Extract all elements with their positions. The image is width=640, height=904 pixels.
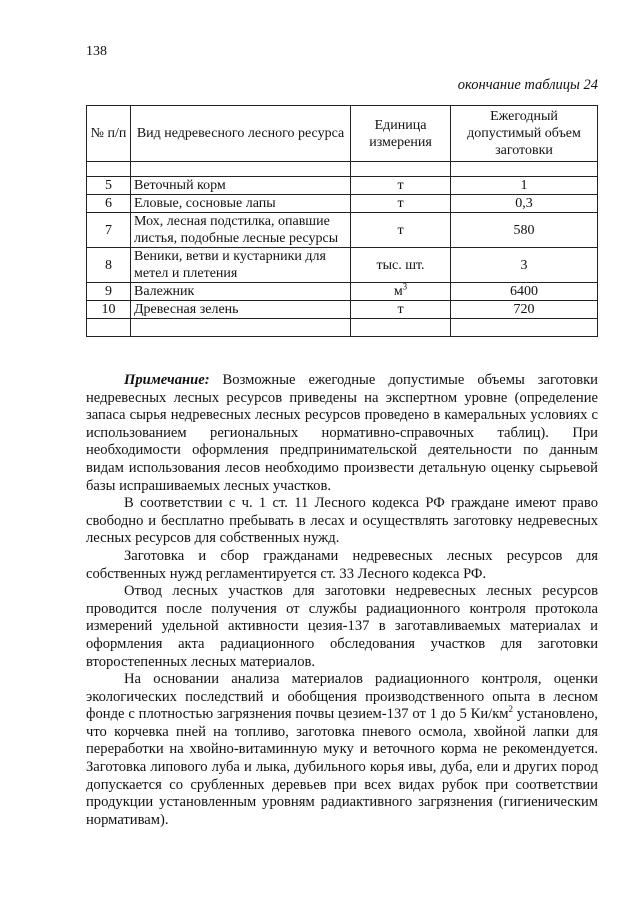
table-caption: окончание таблицы 24 xyxy=(457,77,598,93)
paragraph-4 xyxy=(86,671,598,829)
cell-unit: т xyxy=(351,195,451,213)
paragraph-4-text-start: На основании анализа материалов радиационного контроля, оценки экологических последствий и обобщения производственного опыта в лесном фонде с плотностью загрязнения почвы цезием-137 от 1 до 5 Ки/км xyxy=(86,671,598,723)
paragraph-4-superscript: 2 xyxy=(508,704,514,715)
cell-value: 3 xyxy=(451,248,598,283)
header-num: № п/п xyxy=(87,106,131,162)
cell-value: 720 xyxy=(451,301,598,319)
table-header-row xyxy=(87,106,598,162)
paragraph-3: Отвод лесных участков для заготовки недревесных лесных ресурсов проводится после получения от службы радиационного контроля протокола измерений удельной активности цезия-137 в заготавливаемых материалах и оформления акта радиационного обследования участков для заготовки второстепенных лесных материалов. xyxy=(86,583,598,670)
cell-name: Древесная зелень xyxy=(131,301,351,319)
cell-value: 0,3 xyxy=(451,195,598,213)
table-row xyxy=(87,213,598,248)
table-empty-row xyxy=(87,319,598,337)
cell-name: Валежник xyxy=(131,283,351,301)
cell-num: 8 xyxy=(87,248,131,283)
cell-value: 1 xyxy=(451,177,598,195)
table-row xyxy=(87,248,598,283)
cell-unit xyxy=(351,283,451,301)
cell-value: 6400 xyxy=(451,283,598,301)
paragraph-2: Заготовка и сбор гражданами недревесных лесных ресурсов для собственных нужд регламентируется ст. 33 Лесного кодекса РФ. xyxy=(86,547,598,582)
header-name: Вид недревесного лесного ресурса xyxy=(131,106,351,162)
paragraph-1: В соответствии с ч. 1 ст. 11 Лесного кодекса РФ граждане имеют право свободно и бесплатно пребывать в лесах и осуществлять заготовку недревесных лесных ресурсов для собственных нужд. xyxy=(86,495,598,547)
paragraph-4-text-end: установлено, что корчевка пней на топливо, заготовка пневого осмола, хвойной лапки для переработки на хвойно-витаминную муку и веточного корма не рекомендуется. Заготовка липового луба и лыка, дубильного корья ивы, дуба, ели и других пород допускается со срубленных деревьев при всех видах рубок при соответствии продукции установленным уровням радиактивного загрязнения (гигиеническим нормативам). xyxy=(86,706,598,828)
note-paragraph xyxy=(86,372,598,495)
cell-name: Веники, ветви и кустарники для метел и плетения xyxy=(131,248,351,283)
cell-name: Еловые, сосновые лапы xyxy=(131,195,351,213)
cell-name: Мох, лесная подстилка, опавшие листья, подобные лесные ресурсы xyxy=(131,213,351,248)
page-number: 138 xyxy=(86,44,107,59)
table-row xyxy=(87,195,598,213)
cell-unit-superscript: 3 xyxy=(402,281,408,292)
cell-num: 10 xyxy=(87,301,131,319)
cell-num: 7 xyxy=(87,213,131,248)
cell-unit-text: м xyxy=(393,284,403,299)
note-label: Примечание: xyxy=(124,372,210,388)
resource-table xyxy=(86,105,598,337)
cell-unit: т xyxy=(351,177,451,195)
cell-unit: т xyxy=(351,301,451,319)
table-spacer-row xyxy=(87,162,598,177)
cell-num: 9 xyxy=(87,283,131,301)
cell-unit: т xyxy=(351,213,451,248)
table-row xyxy=(87,177,598,195)
body-text xyxy=(86,372,598,829)
table-row xyxy=(87,301,598,319)
header-value: Ежегодный допустимый объем заготовки xyxy=(451,106,598,162)
cell-name: Веточный корм xyxy=(131,177,351,195)
cell-num: 5 xyxy=(87,177,131,195)
note-text: Возможные ежегодные допустимые объемы заготовки недревесных лесных ресурсов приведены на экспертном уровне (определение запаса сырья недревесных лесных ресурсов проведено в камеральных условиях с использованием региональных нормативно-справочных таблиц). При необходимости оформления предпринимательской деятельности по данным видам использования лесов необходимо произвести детальную оценку сырьевой базы испрашиваемых лесных участков. xyxy=(86,372,598,494)
header-unit: Единица измерения xyxy=(351,106,451,162)
cell-num: 6 xyxy=(87,195,131,213)
cell-unit: тыс. шт. xyxy=(351,248,451,283)
table-row xyxy=(87,283,598,301)
cell-value: 580 xyxy=(451,213,598,248)
